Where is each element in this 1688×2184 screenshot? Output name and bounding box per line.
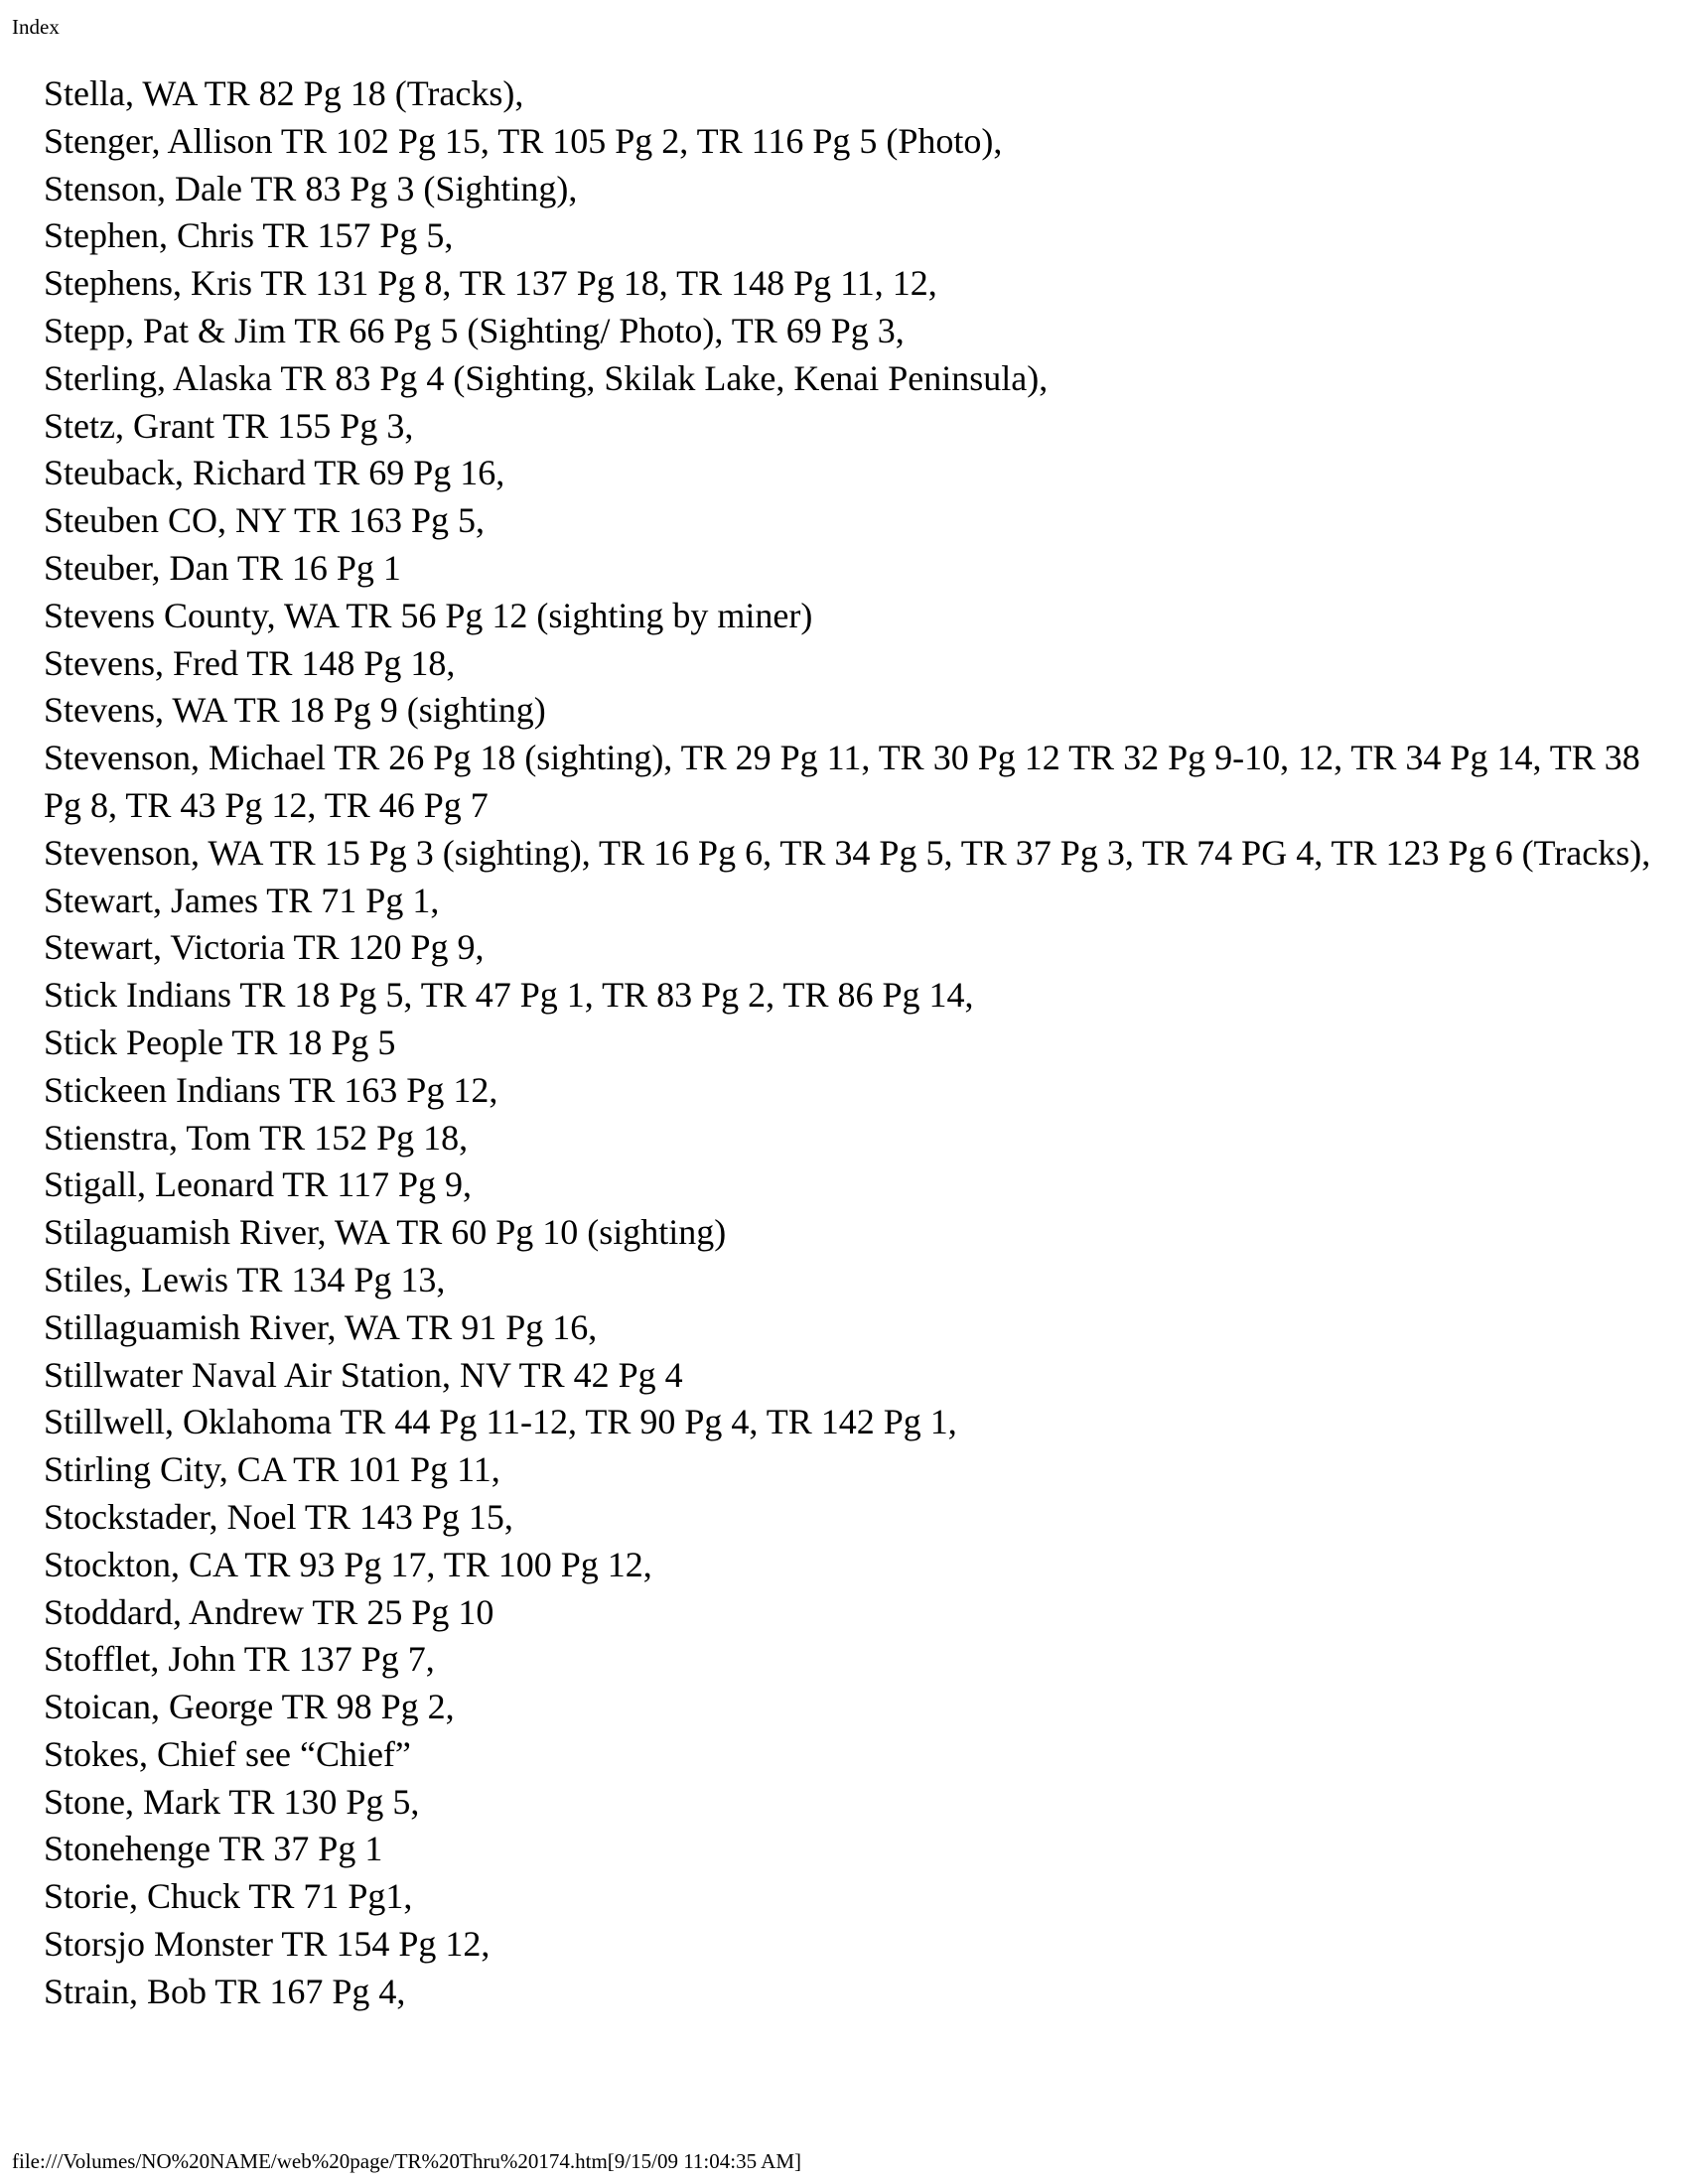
index-entry: Stick People TR 18 Pg 5 — [44, 1022, 396, 1062]
index-entry: Stella, WA TR 82 Pg 18 (Tracks), — [44, 73, 524, 113]
index-entry-list — [44, 70, 1657, 2016]
index-entry: Stigall, Leonard TR 117 Pg 9, — [44, 1164, 472, 1205]
index-entry: Stoddard, Andrew TR 25 Pg 10 — [44, 1591, 494, 1632]
index-entry: Stenson, Dale TR 83 Pg 3 (Sighting), — [44, 168, 578, 208]
index-entry: Stofflet, John TR 137 Pg 7, — [44, 1639, 435, 1680]
index-entry: Stevens, Fred TR 148 Pg 18, — [44, 642, 456, 683]
index-entry: Stick Indians TR 18 Pg 5, TR 47 Pg 1, TR 83 Pg 2, TR 86 Pg 14, — [44, 975, 974, 1016]
index-entry: Stevenson, WA TR 15 Pg 3 (sighting), TR 16 Pg 6, TR 34 Pg 5, TR 37 Pg 3, TR 74 PG 4, TR 123 Pg 6 (Tracks), — [44, 832, 1651, 873]
index-entry: Stewart, Victoria TR 120 Pg 9, — [44, 927, 485, 968]
index-entry: Stickeen Indians TR 163 Pg 12, — [44, 1069, 498, 1110]
index-entry: Stockstader, Noel TR 143 Pg 15, — [44, 1496, 513, 1537]
index-entry: Strain, Bob TR 167 Pg 4, — [44, 1971, 406, 2011]
index-entry: Stevenson, Michael TR 26 Pg 18 (sighting), TR 29 Pg 11, TR 30 Pg 12 TR 32 Pg 9-10, 12, TR 34 Pg 14, TR 38 Pg 8, TR 43 Pg 12, TR 46 Pg 7 — [44, 738, 1640, 825]
index-entry: Storsjo Monster TR 154 Pg 12, — [44, 1924, 491, 1965]
index-entry: Sterling, Alaska TR 83 Pg 4 (Sighting, Skilak Lake, Kenai Peninsula), — [44, 357, 1049, 398]
index-entry: Stoican, George TR 98 Pg 2, — [44, 1687, 455, 1727]
page-footer-url: file:///Volumes/NO%20NAME/web%20page/TR%20Thru%20174.htm[9/15/09 11:04:35 AM] — [12, 2149, 802, 2173]
index-entry: Stokes, Chief see “Chief” — [44, 1733, 411, 1774]
index-entry: Stepp, Pat & Jim TR 66 Pg 5 (Sighting/ Photo), TR 69 Pg 3, — [44, 310, 905, 350]
index-entry: Stillwell, Oklahoma TR 44 Pg 11-12, TR 90 Pg 4, TR 142 Pg 1, — [44, 1402, 957, 1442]
index-entry: Stone, Mark TR 130 Pg 5, — [44, 1781, 420, 1822]
index-entry: Stienstra, Tom TR 152 Pg 18, — [44, 1117, 469, 1158]
index-entry: Stevens, WA TR 18 Pg 9 (sighting) — [44, 690, 546, 731]
index-entry: Stiles, Lewis TR 134 Pg 13, — [44, 1259, 446, 1299]
index-entry: Steuben CO, NY TR 163 Pg 5, — [44, 500, 486, 541]
index-entry: Stewart, James TR 71 Pg 1, — [44, 880, 440, 920]
index-entry: Stephens, Kris TR 131 Pg 8, TR 137 Pg 18, TR 148 Pg 11, 12, — [44, 263, 937, 304]
index-entry: Steuback, Richard TR 69 Pg 16, — [44, 453, 505, 493]
index-entry: Stillwater Naval Air Station, NV TR 42 Pg 4 — [44, 1354, 683, 1395]
index-entry: Stirling City, CA TR 101 Pg 11, — [44, 1449, 500, 1490]
index-entry: Stilaguamish River, WA TR 60 Pg 10 (sighting) — [44, 1212, 727, 1253]
index-entry: Stephen, Chris TR 157 Pg 5, — [44, 215, 454, 256]
index-entry: Stockton, CA TR 93 Pg 17, TR 100 Pg 12, — [44, 1544, 652, 1584]
index-entry: Stetz, Grant TR 155 Pg 3, — [44, 405, 414, 446]
index-entry: Storie, Chuck TR 71 Pg1, — [44, 1876, 413, 1917]
index-entry: Stevens County, WA TR 56 Pg 12 (sighting by miner) — [44, 595, 813, 635]
index-entry: Stenger, Allison TR 102 Pg 15, TR 105 Pg 2, TR 116 Pg 5 (Photo), — [44, 120, 1003, 161]
page-header-title: Index — [12, 15, 60, 39]
index-entry: Steuber, Dan TR 16 Pg 1 — [44, 547, 401, 588]
index-entry: Stillaguamish River, WA TR 91 Pg 16, — [44, 1306, 598, 1347]
index-entry: Stonehenge TR 37 Pg 1 — [44, 1829, 383, 1869]
